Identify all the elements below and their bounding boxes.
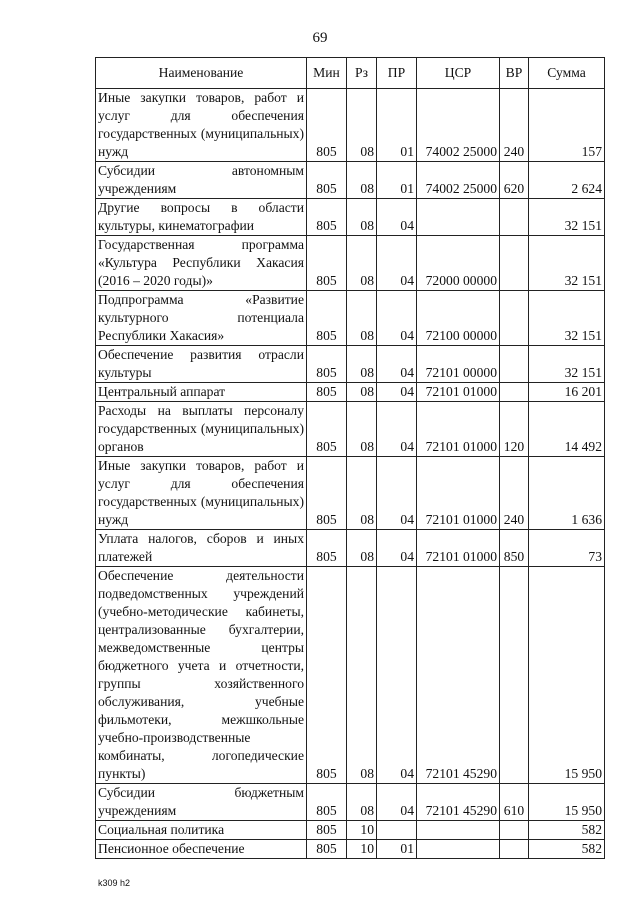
cell-min: 805 bbox=[307, 236, 347, 291]
table-row bbox=[96, 346, 605, 383]
cell-sum: 32 151 bbox=[529, 199, 605, 236]
cell-name: Другие вопросы в области культуры, кинематографии bbox=[96, 199, 307, 236]
header-rz: Рз bbox=[347, 58, 377, 89]
cell-vr: 620 bbox=[500, 162, 529, 199]
cell-name: Обеспечение деятельности подведомственных учреждений (учебно-методические кабинеты, централизованные бухгалтерии, межведомственные центры бюджетного учета и отчетности, группы хозяйственного обслуживания, учебные фильмотеки, межшкольные учебно-производственные комбинаты, логопедические пункты) bbox=[96, 567, 307, 784]
page-number: 69 bbox=[312, 30, 328, 46]
budget-table-body bbox=[96, 89, 605, 859]
cell-vr: 240 bbox=[500, 457, 529, 530]
cell-pr: 04 bbox=[377, 236, 417, 291]
cell-rz: 08 bbox=[347, 291, 377, 346]
cell-csr: 72101 45290 bbox=[417, 784, 500, 821]
budget-table bbox=[95, 57, 605, 859]
cell-vr bbox=[500, 840, 529, 859]
cell-pr: 04 bbox=[377, 784, 417, 821]
footer-code: k309 h2 bbox=[98, 878, 131, 888]
table-row bbox=[96, 199, 605, 236]
cell-min: 805 bbox=[307, 530, 347, 567]
table-row bbox=[96, 567, 605, 784]
cell-pr: 04 bbox=[377, 383, 417, 402]
cell-name: Обеспечение развития отрасли культуры bbox=[96, 346, 307, 383]
cell-vr: 240 bbox=[500, 89, 529, 162]
cell-rz: 08 bbox=[347, 402, 377, 457]
cell-name: Государственная программа «Культура Республики Хакасия (2016 – 2020 годы)» bbox=[96, 236, 307, 291]
cell-name: Субсидии бюджетным учреждениям bbox=[96, 784, 307, 821]
cell-rz: 08 bbox=[347, 346, 377, 383]
cell-csr: 74002 25000 bbox=[417, 162, 500, 199]
table-row bbox=[96, 89, 605, 162]
cell-name: Социальная политика bbox=[96, 821, 307, 840]
table-row bbox=[96, 530, 605, 567]
cell-sum: 1 636 bbox=[529, 457, 605, 530]
cell-sum: 32 151 bbox=[529, 236, 605, 291]
cell-min: 805 bbox=[307, 567, 347, 784]
cell-rz: 08 bbox=[347, 89, 377, 162]
cell-sum: 582 bbox=[529, 821, 605, 840]
cell-name: Подпрограмма «Развитие культурного потенциала Республики Хакасия» bbox=[96, 291, 307, 346]
cell-sum: 73 bbox=[529, 530, 605, 567]
cell-rz: 08 bbox=[347, 567, 377, 784]
cell-min: 805 bbox=[307, 89, 347, 162]
header-row bbox=[96, 58, 605, 89]
cell-sum: 2 624 bbox=[529, 162, 605, 199]
cell-min: 805 bbox=[307, 346, 347, 383]
cell-pr: 04 bbox=[377, 530, 417, 567]
cell-pr: 01 bbox=[377, 162, 417, 199]
cell-rz: 10 bbox=[347, 840, 377, 859]
cell-rz: 10 bbox=[347, 821, 377, 840]
cell-vr bbox=[500, 236, 529, 291]
cell-min: 805 bbox=[307, 402, 347, 457]
table-row bbox=[96, 236, 605, 291]
cell-min: 805 bbox=[307, 162, 347, 199]
cell-name: Уплата налогов, сборов и иных платежей bbox=[96, 530, 307, 567]
cell-pr: 04 bbox=[377, 346, 417, 383]
table-row bbox=[96, 457, 605, 530]
table-row bbox=[96, 784, 605, 821]
cell-pr: 04 bbox=[377, 457, 417, 530]
cell-min: 805 bbox=[307, 199, 347, 236]
cell-sum: 157 bbox=[529, 89, 605, 162]
cell-pr: 04 bbox=[377, 402, 417, 457]
cell-csr: 72101 45290 bbox=[417, 567, 500, 784]
cell-pr bbox=[377, 821, 417, 840]
cell-csr bbox=[417, 840, 500, 859]
cell-pr: 01 bbox=[377, 840, 417, 859]
cell-vr bbox=[500, 383, 529, 402]
header-sum: Сумма bbox=[529, 58, 605, 89]
table-row bbox=[96, 291, 605, 346]
cell-rz: 08 bbox=[347, 530, 377, 567]
cell-name: Иные закупки товаров, работ и услуг для обеспечения государственных (муниципальных) нужд bbox=[96, 457, 307, 530]
cell-csr: 72000 00000 bbox=[417, 236, 500, 291]
cell-min: 805 bbox=[307, 784, 347, 821]
cell-pr: 04 bbox=[377, 567, 417, 784]
cell-name: Пенсионное обеспечение bbox=[96, 840, 307, 859]
cell-csr: 72101 01000 bbox=[417, 383, 500, 402]
cell-sum: 582 bbox=[529, 840, 605, 859]
cell-vr bbox=[500, 346, 529, 383]
cell-min: 805 bbox=[307, 457, 347, 530]
table-row bbox=[96, 402, 605, 457]
cell-sum: 15 950 bbox=[529, 784, 605, 821]
cell-vr bbox=[500, 821, 529, 840]
cell-vr bbox=[500, 199, 529, 236]
header-csr: ЦСР bbox=[417, 58, 500, 89]
table-row bbox=[96, 162, 605, 199]
cell-pr: 04 bbox=[377, 199, 417, 236]
cell-pr: 01 bbox=[377, 89, 417, 162]
header-vr: ВР bbox=[500, 58, 529, 89]
cell-csr: 72101 01000 bbox=[417, 530, 500, 567]
cell-pr: 04 bbox=[377, 291, 417, 346]
header-pr: ПР bbox=[377, 58, 417, 89]
cell-name: Центральный аппарат bbox=[96, 383, 307, 402]
cell-rz: 08 bbox=[347, 199, 377, 236]
cell-csr bbox=[417, 199, 500, 236]
cell-sum: 14 492 bbox=[529, 402, 605, 457]
cell-csr bbox=[417, 821, 500, 840]
cell-sum: 32 151 bbox=[529, 346, 605, 383]
cell-sum: 15 950 bbox=[529, 567, 605, 784]
cell-vr: 610 bbox=[500, 784, 529, 821]
cell-csr: 72100 00000 bbox=[417, 291, 500, 346]
cell-vr bbox=[500, 567, 529, 784]
cell-name: Субсидии автономным учреждениям bbox=[96, 162, 307, 199]
cell-min: 805 bbox=[307, 821, 347, 840]
cell-sum: 16 201 bbox=[529, 383, 605, 402]
cell-vr: 120 bbox=[500, 402, 529, 457]
cell-min: 805 bbox=[307, 840, 347, 859]
cell-rz: 08 bbox=[347, 162, 377, 199]
cell-sum: 32 151 bbox=[529, 291, 605, 346]
cell-rz: 08 bbox=[347, 784, 377, 821]
header-min: Мин bbox=[307, 58, 347, 89]
cell-name: Расходы на выплаты персоналу государственных (муниципальных) органов bbox=[96, 402, 307, 457]
cell-rz: 08 bbox=[347, 457, 377, 530]
table-row bbox=[96, 383, 605, 402]
cell-rz: 08 bbox=[347, 236, 377, 291]
cell-min: 805 bbox=[307, 383, 347, 402]
cell-csr: 74002 25000 bbox=[417, 89, 500, 162]
header-name: Наименование bbox=[96, 58, 307, 89]
cell-csr: 72101 01000 bbox=[417, 402, 500, 457]
cell-vr: 850 bbox=[500, 530, 529, 567]
cell-csr: 72101 00000 bbox=[417, 346, 500, 383]
cell-vr bbox=[500, 291, 529, 346]
table-row bbox=[96, 821, 605, 840]
cell-min: 805 bbox=[307, 291, 347, 346]
table-row bbox=[96, 840, 605, 859]
cell-csr: 72101 01000 bbox=[417, 457, 500, 530]
cell-name: Иные закупки товаров, работ и услуг для обеспечения государственных (муниципальных) нужд bbox=[96, 89, 307, 162]
cell-rz: 08 bbox=[347, 383, 377, 402]
